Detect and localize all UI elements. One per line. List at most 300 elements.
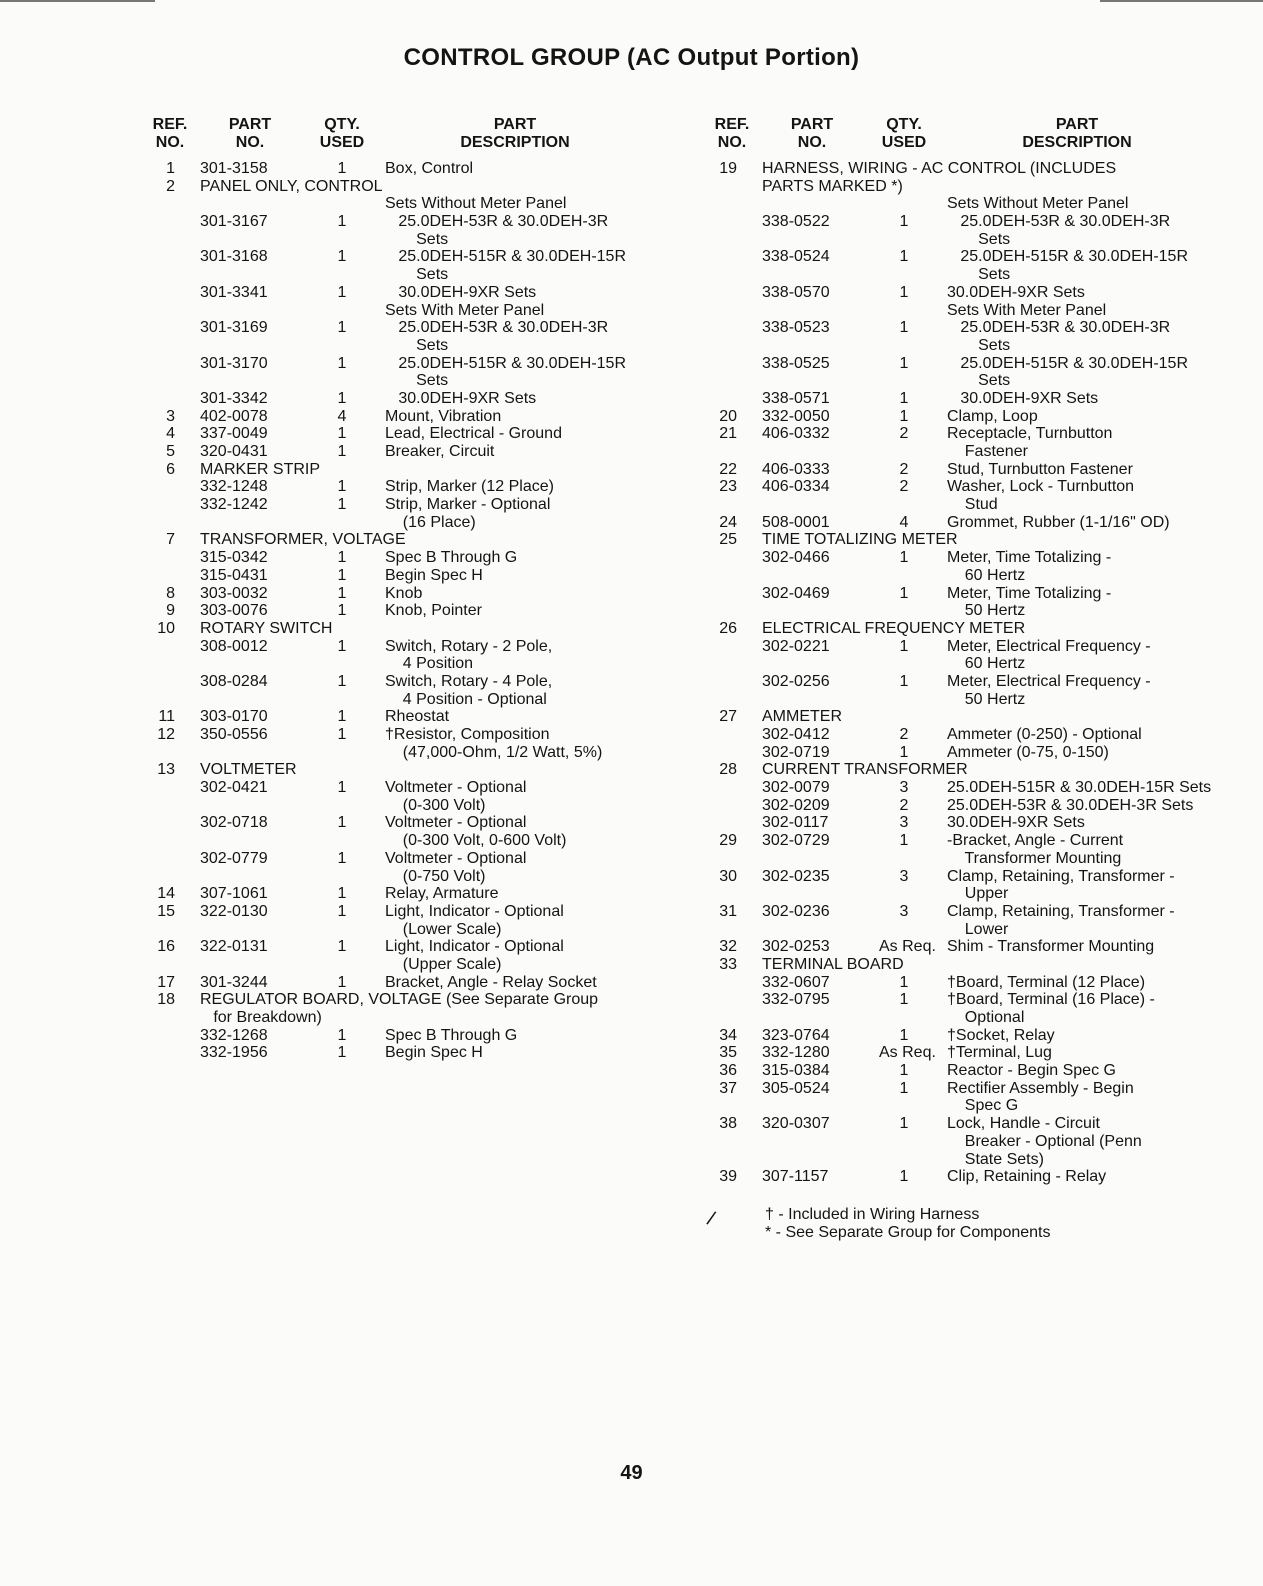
qty-used: 1 [337,248,347,266]
part-no: 332-0795 [762,991,830,1009]
qty-used: 1 [337,885,347,903]
part-description: Clamp, Loop [947,407,1038,425]
part-description: Meter, Time Totalizing - [947,549,1112,567]
part-description: Light, Indicator - Optional [385,902,564,920]
part-no: 302-0469 [762,584,830,602]
part-no: 338-0524 [762,248,830,266]
parts-row [707,956,1227,974]
parts-row [707,337,1227,355]
part-no: 338-0571 [762,389,830,407]
parts-row [145,302,665,320]
part-no: 322-0131 [200,938,268,956]
parts-row [707,178,1227,196]
part-no: 301-3158 [200,160,268,177]
parts-row [707,991,1227,1009]
ref-no: 6 [166,460,175,478]
part-no: 350-0556 [200,726,268,743]
qty-used: 1 [337,708,347,726]
part-no: 302-0421 [200,779,268,797]
part-description: Switch, Rotary - 4 Pole, [385,672,553,690]
part-description: Rectifier Assembly - Begin [947,1079,1134,1097]
parts-row [707,744,1227,762]
part-description: Meter, Electrical Frequency - [947,672,1151,690]
parts-row [707,921,1227,939]
part-no: 320-0431 [200,443,268,460]
parts-row [145,425,665,443]
qty-used: 1 [337,354,347,372]
part-no: 301-3341 [200,283,268,301]
part-no: 406-0332 [762,425,830,443]
qty-used: 1 [337,425,347,443]
parts-row [145,248,665,266]
part-description: Knob [385,584,423,602]
parts-row [145,319,665,337]
ref-no: 25 [719,531,737,549]
part-no: 406-0333 [762,460,830,478]
part-no: 322-0130 [200,902,268,920]
part-description: 30.0DEH-9XR Sets [947,814,1085,832]
parts-row [707,1097,1227,1115]
right-column [707,116,1227,1186]
qty-used: 1 [899,248,909,266]
part-description: Begin Spec H [385,566,483,584]
parts-row [145,832,665,850]
part-description: Lead, Electrical - Ground [385,425,562,443]
ref-no: 13 [157,761,175,779]
parts-row [145,195,665,213]
parts-row [145,938,665,956]
part-description: Light, Indicator - Optional [385,938,564,956]
parts-row [707,691,1227,709]
header-qty: QTY. USED [881,116,927,151]
parts-row [707,231,1227,249]
page-number: 49 [620,1462,643,1484]
parts-row [145,390,665,408]
part-description: (0-750 Volt) [385,867,486,885]
qty-used: 1 [337,779,347,797]
part-description: Receptacle, Turnbutton [947,425,1113,443]
ref-no: 33 [719,955,737,973]
ref-no: 2 [166,177,175,195]
part-description: Mount, Vibration [385,407,502,425]
part-no: 302-0779 [200,849,268,867]
qty-used: 1 [337,1044,347,1062]
part-no: 308-0284 [200,672,268,690]
header-desc: PART DESCRIPTION [1022,116,1132,151]
part-description: Knob, Pointer [385,602,482,620]
part-description: Sets Without Meter Panel [947,195,1129,213]
qty-used: 1 [899,672,909,690]
parts-row [145,408,665,426]
part-no: VOLTMETER [200,761,297,779]
right-parts-list [707,160,1227,1186]
header-desc: PART DESCRIPTION [460,116,570,151]
part-description: Strip, Marker - Optional [385,496,551,514]
parts-row [145,744,665,762]
part-no: 307-1061 [200,885,268,903]
parts-row [145,673,665,691]
part-no: 308-0012 [200,637,268,655]
parts-row [145,1027,665,1045]
qty-used: 1 [899,213,909,231]
parts-row [145,691,665,709]
parts-row [145,266,665,284]
part-description: 50 Hertz [947,602,1026,620]
parts-row [145,372,665,390]
qty-used: 1 [337,1026,347,1044]
top-rule-right [1100,0,1263,2]
part-description: Meter, Time Totalizing - [947,584,1112,602]
parts-row [707,531,1227,549]
parts-row [145,1009,665,1027]
part-no: for Breakdown) [200,1009,322,1026]
qty-used: As Req. [879,1044,936,1062]
qty-used: 1 [337,672,347,690]
parts-row [707,284,1227,302]
ref-no: 22 [719,460,737,478]
part-no: 302-0209 [762,796,830,814]
part-description: Grommet, Rubber (1-1/16" OD) [947,513,1170,531]
parts-row [145,726,665,744]
part-description: 25.0DEH-53R & 30.0DEH-3R [385,213,609,231]
part-no: 508-0001 [762,513,830,531]
part-description: Lower [947,920,1009,938]
qty-used: 1 [899,973,909,991]
parts-row [707,567,1227,585]
part-no: 302-0079 [762,779,830,797]
qty-used: 1 [899,389,909,407]
part-description: 25.0DEH-515R & 30.0DEH-15R [385,248,626,266]
right-header [707,116,1227,160]
qty-used: 1 [899,743,909,761]
qty-used: 1 [337,938,347,956]
parts-row [707,160,1227,178]
qty-used: 2 [899,460,909,478]
parts-row [145,178,665,196]
part-description: Spec B Through G [385,549,518,567]
part-no: 338-0570 [762,283,830,301]
parts-row [145,620,665,638]
parts-row [145,443,665,461]
ref-no: 37 [719,1079,737,1097]
parts-row [145,478,665,496]
part-description: (0-300 Volt) [385,796,486,814]
qty-used: 1 [337,496,347,514]
part-no: 338-0525 [762,354,830,372]
footnote-asterisk: * - See Separate Group for Components [765,1223,1051,1241]
part-no: PANEL ONLY, CONTROL [200,177,383,195]
qty-used: 2 [899,726,909,743]
parts-row [707,302,1227,320]
parts-row [145,514,665,532]
part-description: Breaker - Optional (Penn [947,1132,1142,1150]
part-description: 60 Hertz [947,655,1026,673]
qty-used: 4 [899,513,909,531]
left-parts-list [145,160,665,1062]
part-description: 50 Hertz [947,690,1026,708]
parts-row [145,921,665,939]
part-no: REGULATOR BOARD, VOLTAGE (See Separate Group [200,991,599,1009]
parts-row [145,585,665,603]
qty-used: 1 [337,389,347,407]
ref-no: 17 [157,973,175,991]
qty-used: 2 [899,796,909,814]
parts-row [145,496,665,514]
parts-row [145,602,665,620]
page-title: CONTROL GROUP (AC Output Portion) [403,44,860,71]
parts-row [145,761,665,779]
part-description: 25.0DEH-515R & 30.0DEH-15R [947,354,1188,372]
part-no: 302-0253 [762,938,830,956]
header-part: PART NO. [228,116,272,151]
part-description: 25.0DEH-515R & 30.0DEH-15R [947,248,1188,266]
parts-row [145,355,665,373]
parts-row [707,496,1227,514]
part-description: Transformer Mounting [947,849,1122,867]
part-description: Sets With Meter Panel [385,301,545,319]
part-no: AMMETER [762,708,842,726]
part-no: 301-3170 [200,354,268,372]
ref-no: 11 [158,708,175,726]
part-description: Sets [947,336,1011,354]
part-description: 25.0DEH-53R & 30.0DEH-3R [947,213,1171,231]
part-description: Reactor - Begin Spec G [947,1062,1116,1080]
parts-row [707,461,1227,479]
ref-no: 31 [719,902,737,920]
ref-no: 15 [157,902,175,920]
parts-row [707,708,1227,726]
part-description: Sets [385,266,449,284]
part-description: Voltmeter - Optional [385,779,527,797]
ref-no: 32 [719,938,737,956]
qty-used: 1 [899,1079,909,1097]
part-no: 302-0729 [762,832,830,850]
part-no: ELECTRICAL FREQUENCY METER [762,619,1026,637]
qty-used: 3 [899,902,909,920]
part-no: TIME TOTALIZING METER [762,531,958,549]
part-description: 4 Position [385,655,474,673]
part-description: Fastener [947,443,1028,460]
ref-no: 3 [166,407,175,425]
parts-row [145,549,665,567]
ref-no: 36 [719,1062,737,1080]
part-no: 406-0334 [762,478,830,496]
parts-row [707,850,1227,868]
qty-used: 1 [899,584,909,602]
part-description: -Bracket, Angle - Current [947,832,1124,850]
part-description: Strip, Marker (12 Place) [385,478,554,496]
parts-row [707,390,1227,408]
parts-row [145,655,665,673]
part-no: 315-0342 [200,549,268,567]
qty-used: 1 [899,549,909,567]
parts-row [707,478,1227,496]
parts-row [707,797,1227,815]
parts-row [707,266,1227,284]
part-no: HARNESS, WIRING - AC CONTROL (INCLUDES [762,160,1117,177]
part-description: (47,000-Ohm, 1/2 Watt, 5%) [385,743,603,761]
part-description: 25.0DEH-515R & 30.0DEH-15R [385,354,626,372]
parts-row [145,284,665,302]
part-description: Voltmeter - Optional [385,814,527,832]
part-description: Voltmeter - Optional [385,849,527,867]
part-description: Sets [385,230,449,248]
part-description: 30.0DEH-9XR Sets [385,283,537,301]
qty-used: 1 [337,902,347,920]
qty-used: 1 [337,443,347,460]
parts-row [707,885,1227,903]
part-no: 337-0049 [200,425,268,443]
part-no: 301-3169 [200,319,268,337]
part-no: 302-0466 [762,549,830,567]
part-no: ROTARY SWITCH [200,619,333,637]
part-description: Sets Without Meter Panel [385,195,567,213]
qty-used: 1 [899,319,909,337]
ref-no: 16 [157,938,175,956]
part-no: 305-0524 [762,1079,830,1097]
qty-used: 1 [899,1026,909,1044]
part-description: (16 Place) [385,513,476,531]
part-description: Sets With Meter Panel [947,301,1107,319]
parts-row [707,938,1227,956]
qty-used: 1 [337,566,347,584]
part-no: 338-0522 [762,213,830,231]
parts-row [707,726,1227,744]
part-description: Clip, Retaining - Relay [947,1168,1107,1186]
part-no: TRANSFORMER, VOLTAGE [200,531,406,549]
parts-row [707,549,1227,567]
ref-no: 18 [157,991,175,1009]
parts-row [145,797,665,815]
ref-no: 30 [719,867,737,885]
part-no: 302-0117 [762,814,829,832]
qty-used: 1 [899,283,909,301]
qty-used: 1 [337,849,347,867]
part-no: 302-0719 [762,743,830,761]
part-description: 25.0DEH-53R & 30.0DEH-3R Sets [947,796,1194,814]
header-part: PART NO. [790,116,834,151]
part-no: 301-3342 [200,389,268,407]
part-description: Sets [947,266,1011,284]
ref-no: 5 [166,443,175,460]
parts-row [707,655,1227,673]
parts-row [707,1027,1227,1045]
footnote-mark: / [704,1207,718,1231]
ref-no: 34 [719,1026,737,1044]
part-description: 25.0DEH-53R & 30.0DEH-3R [947,319,1171,337]
ref-no: 23 [719,478,737,496]
parts-row [707,903,1227,921]
qty-used: 1 [899,832,909,850]
part-description: Stud, Turnbutton Fastener [947,460,1133,478]
parts-row [707,868,1227,886]
part-description: Sets [947,230,1011,248]
part-no: 315-0431 [200,566,268,584]
parts-row [707,779,1227,797]
part-no: 301-3168 [200,248,268,266]
parts-row [707,1115,1227,1133]
parts-row [145,231,665,249]
footnote-dagger: † - Included in Wiring Harness [765,1206,980,1223]
qty-used: 1 [337,584,347,602]
parts-row [707,1044,1227,1062]
parts-row [145,779,665,797]
part-description: Bracket, Angle - Relay Socket [385,973,597,991]
qty-used: 1 [899,637,909,655]
part-description: 25.0DEH-53R & 30.0DEH-3R [385,319,609,337]
ref-no: 28 [719,761,737,779]
part-description: 60 Hertz [947,566,1026,584]
part-no: 303-0032 [200,584,268,602]
parts-row [707,425,1227,443]
part-description: Shim - Transformer Mounting [947,938,1155,956]
part-no: 332-1248 [200,478,268,496]
part-description: Rheostat [385,708,450,726]
part-no: 302-0412 [762,726,830,743]
part-description: †Resistor, Composition [385,726,550,743]
part-no: 332-0050 [762,407,830,425]
parts-row [707,974,1227,992]
part-no: 332-1242 [200,496,268,514]
part-description: Ammeter (0-250) - Optional [947,726,1142,743]
qty-used: 1 [337,213,347,231]
ref-no: 21 [719,425,737,443]
part-no: PARTS MARKED *) [762,177,903,195]
part-no: 315-0384 [762,1062,830,1080]
part-no: 332-1268 [200,1026,268,1044]
parts-row [145,956,665,974]
qty-used: 3 [899,814,909,832]
header-qty: QTY. USED [319,116,365,151]
qty-used: 1 [337,549,347,567]
parts-row [145,814,665,832]
parts-row [707,213,1227,231]
parts-row [145,461,665,479]
part-description: †Board, Terminal (16 Place) - [947,991,1155,1009]
parts-row [145,1044,665,1062]
parts-row [707,514,1227,532]
qty-used: 1 [337,973,347,991]
qty-used: 1 [337,319,347,337]
part-no: 302-0718 [200,814,268,832]
qty-used: 1 [337,602,347,620]
qty-used: 1 [337,283,347,301]
qty-used: 1 [337,814,347,832]
part-no: MARKER STRIP [200,460,321,478]
part-description: (0-300 Volt, 0-600 Volt) [385,832,567,850]
part-no: 338-0523 [762,319,830,337]
part-no: 332-0607 [762,973,830,991]
qty-used: 1 [899,1115,909,1133]
part-description: Clamp, Retaining, Transformer - [947,902,1175,920]
parts-row [707,443,1227,461]
part-description: Stud [947,496,998,514]
parts-row [145,885,665,903]
parts-row [145,903,665,921]
part-description: †Board, Terminal (12 Place) [947,973,1146,991]
parts-row [707,673,1227,691]
ref-no: 29 [719,832,737,850]
part-description: State Sets) [947,1150,1044,1168]
part-no: 303-0076 [200,602,268,620]
part-no: 323-0764 [762,1026,830,1044]
parts-row [145,337,665,355]
part-no: 301-3167 [200,213,268,231]
part-description: Box, Control [385,160,474,177]
part-no: 302-0221 [762,637,830,655]
qty-used: 4 [337,407,347,425]
part-description: Ammeter (0-75, 0-150) [947,743,1109,761]
